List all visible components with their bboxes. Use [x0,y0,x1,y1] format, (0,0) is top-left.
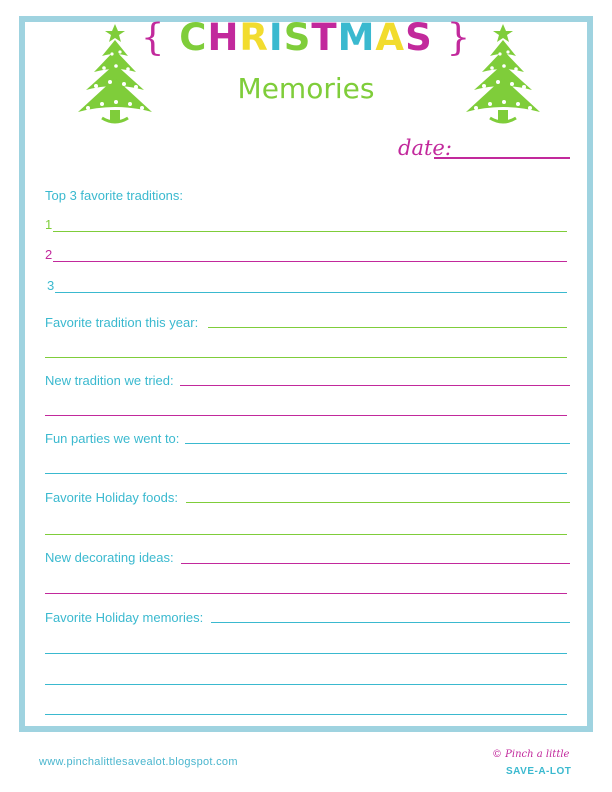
title-letter: I [268,16,284,59]
answer-line[interactable] [55,292,567,293]
decorating-ideas-label: New decorating ideas: [45,550,174,565]
holiday-foods-label: Favorite Holiday foods: [45,490,178,505]
answer-line[interactable] [211,622,570,623]
item-number-2: 2 [45,247,53,262]
date-label: date: [398,136,452,160]
title-letter: S [283,16,312,59]
footer-logo: SAVE-A-LOT [506,766,572,777]
title-brace-close: } [446,16,472,59]
item-number-3: 3 [47,278,55,293]
tradition-this-year-label: Favorite tradition this year: [45,315,199,330]
answer-line[interactable] [53,231,567,232]
title-letter: H [207,16,240,59]
answer-line[interactable] [185,443,570,444]
answer-line[interactable] [45,593,567,594]
fun-parties-label: Fun parties we went to: [45,431,180,446]
top3-label: Top 3 favorite traditions: [45,188,184,203]
title-brace-open: { [140,16,166,59]
holiday-memories-label: Favorite Holiday memories: [45,610,204,625]
answer-line[interactable] [181,563,570,564]
new-tradition-label: New tradition we tried: [45,373,174,388]
title-letter: C [179,16,208,59]
answer-line[interactable] [180,385,570,386]
answer-line[interactable] [45,714,567,715]
answer-line[interactable] [45,534,567,535]
answer-line[interactable] [45,357,567,358]
page-title [0,16,612,60]
answer-line[interactable] [186,502,570,503]
answer-line[interactable] [45,473,567,474]
title-letters [179,16,432,59]
item-number-1: 1 [45,217,53,232]
title-letter: M [337,16,376,59]
title-letter: A [375,16,406,59]
footer-url[interactable]: www.pinchalittlesavealot.blogspot.com [39,756,238,768]
footer-brand: © Pinch a little [492,749,570,760]
title-letter: S [405,16,433,59]
answer-line[interactable] [45,684,567,685]
title-letter: T [311,16,338,59]
answer-line[interactable] [53,261,567,262]
answer-line[interactable] [45,415,567,416]
answer-line[interactable] [208,327,567,328]
title-letter: R [239,16,269,59]
page-subtitle: Memories [237,72,375,105]
answer-line[interactable] [45,653,567,654]
date-field-line[interactable] [434,157,570,159]
